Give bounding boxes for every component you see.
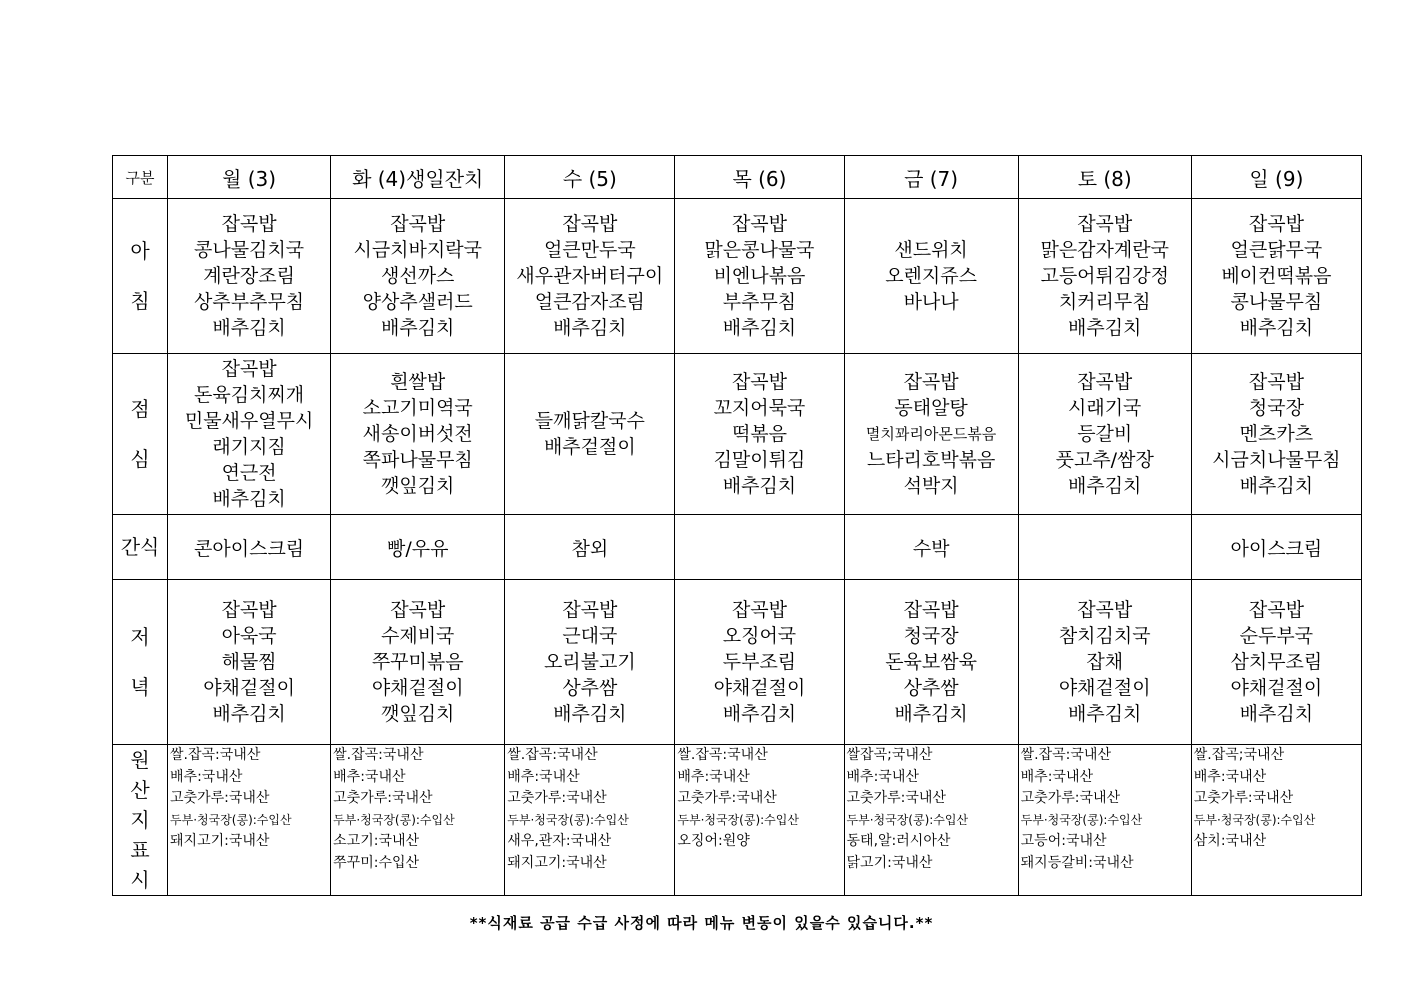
menu-item: 해물찜 xyxy=(221,651,277,673)
dinner-cell xyxy=(675,580,844,745)
origin-label xyxy=(113,745,168,896)
label-char: 시 xyxy=(130,868,150,892)
menu-item: 양상추샐러드 xyxy=(362,291,473,313)
origin-line: 고춧가루:국내산 xyxy=(677,790,777,806)
menu-item: 배추김치 xyxy=(212,317,286,339)
menu-item: 아욱국 xyxy=(221,625,277,647)
menu-item: 계란장조림 xyxy=(203,265,295,287)
label-spacer xyxy=(113,261,167,291)
menu-item: 풋고추/쌈장 xyxy=(1055,449,1154,471)
origin-line: 두부·청국장(콩):수입산 xyxy=(846,812,969,827)
menu-item: 멸치꽈리아몬드볶음 xyxy=(865,425,997,443)
menu-item: 들깨닭칼국수 xyxy=(534,410,645,432)
origin-line: 삼치:국내산 xyxy=(1193,833,1267,849)
menu-item: 래기지짐 xyxy=(212,436,286,458)
menu-item: 청국장 xyxy=(1248,397,1304,419)
dinner-label xyxy=(113,580,168,745)
origin-cell xyxy=(1191,745,1361,896)
menu-item: 얼큰감자조림 xyxy=(534,291,645,313)
label-char: 산 xyxy=(130,778,150,802)
menu-item: 잡곡밥 xyxy=(1077,371,1133,393)
weekly-menu-table xyxy=(112,155,1362,896)
menu-item: 배추김치 xyxy=(553,317,627,339)
menu-item: 야채겉절이 xyxy=(1230,677,1323,699)
menu-item: 시금치바지락국 xyxy=(353,239,482,261)
menu-item: 쭈꾸미볶음 xyxy=(371,651,464,673)
origin-line: 쌀.잡곡:국내산 xyxy=(1020,747,1111,763)
menu-item: 야채겉절이 xyxy=(371,677,464,699)
origin-list xyxy=(1019,745,1191,874)
origin-list xyxy=(505,745,674,874)
origin-line: 두부·청국장(콩):수입산 xyxy=(1020,812,1143,827)
origin-line: 두부·청국장(콩):수입산 xyxy=(1193,812,1316,827)
origin-line: 쌀.잡곡:국내산 xyxy=(507,747,598,763)
menu-item: 배추김치 xyxy=(553,703,627,725)
dinner-cell xyxy=(1018,580,1191,745)
menu-item: 김말이튀김 xyxy=(713,449,806,471)
dinner-cell xyxy=(331,580,505,745)
menu-item: 연근전 xyxy=(221,462,277,484)
origin-cell xyxy=(675,745,844,896)
origin-line: 배추:국내산 xyxy=(1193,768,1267,785)
origin-line: 돼지고기:국내산 xyxy=(170,833,270,849)
menu-item: 잡곡밥 xyxy=(731,599,787,621)
snack-cell xyxy=(675,515,844,580)
menu-item: 잡곡밥 xyxy=(390,599,446,621)
lunch-cell xyxy=(505,354,675,515)
menu-item: 수제비국 xyxy=(381,625,455,647)
menu-item: 배추김치 xyxy=(1239,317,1314,339)
origin-line: 두부·청국장(콩):수입산 xyxy=(677,812,799,827)
origin-line: 배추:국내산 xyxy=(846,768,919,785)
origin-line: 두부·청국장(콩):수입산 xyxy=(170,812,292,827)
menu-item: 배추김치 xyxy=(722,475,797,497)
menu-item: 참치김치국 xyxy=(1058,625,1151,647)
menu-item: 야채겉절이 xyxy=(203,677,295,699)
menu-item: 야채겉절이 xyxy=(1058,677,1151,699)
breakfast-cell xyxy=(1191,199,1361,354)
menu-item: 바나나 xyxy=(903,291,959,313)
snack-cell: 수박 xyxy=(844,515,1018,580)
menu-item: 잡곡밥 xyxy=(221,599,277,621)
origin-list xyxy=(675,745,843,853)
snack-cell: 빵/우유 xyxy=(331,515,505,580)
menu-item: 상추쌈 xyxy=(903,677,959,699)
menu-item: 석박지 xyxy=(903,475,959,497)
origin-line: 동태,알:러시아산 xyxy=(846,833,951,849)
origin-cell xyxy=(505,745,675,896)
menu-item: 배추김치 xyxy=(1239,703,1314,725)
lunch-row xyxy=(113,354,1362,515)
menu-item: 배추김치 xyxy=(1239,475,1314,497)
origin-line: 오징어:원양 xyxy=(677,833,750,849)
origin-line: 쭈꾸미:수입산 xyxy=(333,854,420,871)
menu-item: 쪽파나물무침 xyxy=(362,449,473,471)
menu-item: 배추김치 xyxy=(1068,475,1142,497)
menu-item: 베이컨떡볶음 xyxy=(1221,265,1332,287)
snack-cell: 아이스크림 xyxy=(1191,515,1361,580)
menu-item: 잡곡밥 xyxy=(903,371,959,393)
menu-item: 등갈비 xyxy=(1077,423,1133,445)
menu-item: 청국장 xyxy=(903,625,959,647)
menu-item: 배추김치 xyxy=(212,703,286,725)
menu-item: 얼큰만두국 xyxy=(543,239,636,261)
origin-line: 닭고기:국내산 xyxy=(846,854,933,871)
origin-cell xyxy=(1018,745,1191,896)
menu-item: 새송이버섯전 xyxy=(362,423,473,445)
menu-item: 배추김치 xyxy=(1068,703,1142,725)
menu-item: 잡곡밥 xyxy=(221,358,277,380)
menu-item: 상추쌈 xyxy=(562,677,618,699)
origin-cell xyxy=(844,745,1018,896)
menu-item: 잡채 xyxy=(1086,651,1124,673)
origin-cell xyxy=(168,745,331,896)
lunch-cell xyxy=(844,354,1018,515)
dinner-cell xyxy=(168,580,331,745)
menu-item: 근대국 xyxy=(562,625,618,647)
menu-item: 콩나물무침 xyxy=(1230,291,1323,313)
menu-item: 야채겉절이 xyxy=(713,677,806,699)
menu-item: 맑은감자계란국 xyxy=(1040,239,1169,261)
origin-list xyxy=(1192,745,1361,853)
menu-item: 배추김치 xyxy=(212,488,286,510)
menu-item: 배추겉절이 xyxy=(543,436,636,458)
origin-line: 고춧가루:국내산 xyxy=(1020,790,1121,806)
dinner-row xyxy=(113,580,1362,745)
menu-item: 잡곡밥 xyxy=(390,213,446,235)
menu-item: 오렌지쥬스 xyxy=(885,265,977,287)
origin-line: 소고기:국내산 xyxy=(333,833,420,849)
menu-item: 떡볶음 xyxy=(731,423,787,445)
menu-item: 꼬지어묵국 xyxy=(713,397,806,419)
menu-item: 잡곡밥 xyxy=(731,213,787,235)
label-char: 지 xyxy=(130,808,150,832)
menu-item: 치커리무침 xyxy=(1058,291,1151,313)
label-char: 심 xyxy=(130,447,150,471)
origin-line: 쌀.잡곡:국내산 xyxy=(677,747,768,763)
origin-line: 쌀.잡곡;국내산 xyxy=(1193,747,1285,763)
snack-cell xyxy=(1018,515,1191,580)
menu-item: 배추김치 xyxy=(722,703,797,725)
lunch-cell xyxy=(331,354,505,515)
breakfast-cell xyxy=(505,199,675,354)
origin-line: 쌀잡곡;국내산 xyxy=(846,747,933,763)
menu-item: 고등어튀김강정 xyxy=(1040,265,1169,287)
origin-line: 쌀.잡곡:국내산 xyxy=(333,747,424,763)
lunch-cell xyxy=(675,354,844,515)
origin-list xyxy=(331,745,504,874)
origin-line: 두부·청국장(콩):수입산 xyxy=(507,812,629,827)
menu-item: 배추김치 xyxy=(381,317,455,339)
label-char: 침 xyxy=(130,289,150,313)
menu-item: 멘츠카츠 xyxy=(1239,423,1314,445)
lunch-label xyxy=(113,354,168,515)
label-char: 표 xyxy=(130,838,150,862)
menu-item: 소고기미역국 xyxy=(362,397,473,419)
origin-list xyxy=(845,745,1018,874)
breakfast-row xyxy=(113,199,1362,354)
day-header: 토 (8) xyxy=(1018,156,1191,199)
snack-row xyxy=(113,515,1362,580)
origin-line: 두부·청국장(콩):수입산 xyxy=(333,812,455,827)
menu-item: 잡곡밥 xyxy=(1248,371,1304,393)
breakfast-label xyxy=(113,199,168,354)
snack-cell: 콘아이스크림 xyxy=(168,515,331,580)
origin-line: 배추:국내산 xyxy=(1020,768,1093,785)
menu-item: 맑은콩나물국 xyxy=(704,239,815,261)
menu-item: 샌드위치 xyxy=(894,239,968,261)
label-char: 저 xyxy=(130,625,150,649)
menu-item: 삼치무조림 xyxy=(1230,651,1323,673)
menu-item: 잡곡밥 xyxy=(562,599,618,621)
snack-cell: 참외 xyxy=(505,515,675,580)
day-header: 수 (5) xyxy=(505,156,675,199)
menu-item: 비엔나볶음 xyxy=(713,265,806,287)
origin-line: 배추:국내산 xyxy=(333,768,406,785)
origin-list xyxy=(168,745,330,853)
breakfast-cell xyxy=(168,199,331,354)
snack-label: 간식 xyxy=(113,515,168,580)
origin-line: 배추:국내산 xyxy=(170,768,243,785)
day-header: 목 (6) xyxy=(675,156,844,199)
menu-item: 느타리호박볶음 xyxy=(866,449,996,471)
menu-item: 순두부국 xyxy=(1239,625,1314,647)
origin-line: 고춧가루:국내산 xyxy=(333,790,433,806)
label-spacer xyxy=(113,419,167,449)
menu-item: 돈육김치찌개 xyxy=(194,384,305,406)
origin-line: 고춧가루:국내산 xyxy=(507,790,607,806)
menu-item: 잡곡밥 xyxy=(221,213,277,235)
menu-item: 생선까스 xyxy=(381,265,455,287)
menu-item: 흰쌀밥 xyxy=(390,371,446,393)
menu-item: 두부조림 xyxy=(722,651,797,673)
menu-item: 상추부추무침 xyxy=(194,291,305,313)
menu-item: 시래기국 xyxy=(1068,397,1142,419)
menu-item: 오징어국 xyxy=(722,625,797,647)
label-char: 원 xyxy=(130,748,150,772)
menu-item: 얼큰닭무국 xyxy=(1230,239,1323,261)
menu-change-notice: **식재료 공급 수급 사정에 따라 메뉴 변동이 있을수 있습니다.** xyxy=(469,914,934,932)
menu-item: 돈육보쌈육 xyxy=(885,651,977,673)
origin-line: 쌀.잡곡:국내산 xyxy=(170,747,261,763)
corner-label: 구분 xyxy=(113,156,168,199)
lunch-cell xyxy=(1018,354,1191,515)
label-char: 아 xyxy=(130,239,150,263)
origin-row xyxy=(113,745,1362,896)
menu-item: 잡곡밥 xyxy=(1077,213,1133,235)
menu-item: 잡곡밥 xyxy=(1248,213,1304,235)
day-header: 월 (3) xyxy=(168,156,331,199)
origin-line: 돼지등갈비:국내산 xyxy=(1020,854,1134,871)
menu-item: 콩나물김치국 xyxy=(194,239,305,261)
dinner-cell xyxy=(505,580,675,745)
origin-line: 고춧가루:국내산 xyxy=(1193,790,1294,806)
origin-line: 돼지고기:국내산 xyxy=(507,854,607,871)
menu-item: 시금치나물무침 xyxy=(1212,449,1341,471)
menu-item: 깻잎김치 xyxy=(381,703,455,725)
lunch-cell xyxy=(1191,354,1361,515)
day-header: 화 (4)생일잔치 xyxy=(331,156,505,199)
menu-item: 깻잎김치 xyxy=(381,475,455,497)
origin-cell xyxy=(331,745,505,896)
menu-item: 잡곡밥 xyxy=(903,599,959,621)
menu-item: 새우관자버터구이 xyxy=(516,265,664,287)
menu-item: 잡곡밥 xyxy=(731,371,787,393)
menu-item: 민물새우열무시 xyxy=(184,410,314,432)
header-row xyxy=(113,156,1362,199)
menu-item: 부추무침 xyxy=(722,291,797,313)
breakfast-cell xyxy=(1018,199,1191,354)
menu-item: 잡곡밥 xyxy=(1248,599,1304,621)
menu-item: 동태알탕 xyxy=(894,397,968,419)
breakfast-cell xyxy=(675,199,844,354)
dinner-cell xyxy=(844,580,1018,745)
menu-item: 잡곡밥 xyxy=(1077,599,1133,621)
origin-line: 고춧가루:국내산 xyxy=(170,790,270,806)
menu-item: 오리불고기 xyxy=(543,651,636,673)
menu-item: 잡곡밥 xyxy=(562,213,618,235)
day-header: 일 (9) xyxy=(1191,156,1361,199)
origin-line: 배추:국내산 xyxy=(507,768,580,785)
day-header: 금 (7) xyxy=(844,156,1018,199)
origin-line: 고등어:국내산 xyxy=(1020,833,1107,849)
breakfast-cell xyxy=(331,199,505,354)
lunch-cell xyxy=(168,354,331,515)
label-spacer xyxy=(113,647,167,677)
label-char: 점 xyxy=(130,397,150,421)
menu-item: 배추김치 xyxy=(1068,317,1142,339)
origin-line: 고춧가루:국내산 xyxy=(846,790,946,806)
menu-item: 배추김치 xyxy=(722,317,797,339)
label-char: 녁 xyxy=(130,675,150,699)
breakfast-cell xyxy=(844,199,1018,354)
origin-line: 배추:국내산 xyxy=(677,768,750,785)
menu-item: 배추김치 xyxy=(894,703,968,725)
dinner-cell xyxy=(1191,580,1361,745)
origin-line: 새우,관자:국내산 xyxy=(507,833,612,849)
